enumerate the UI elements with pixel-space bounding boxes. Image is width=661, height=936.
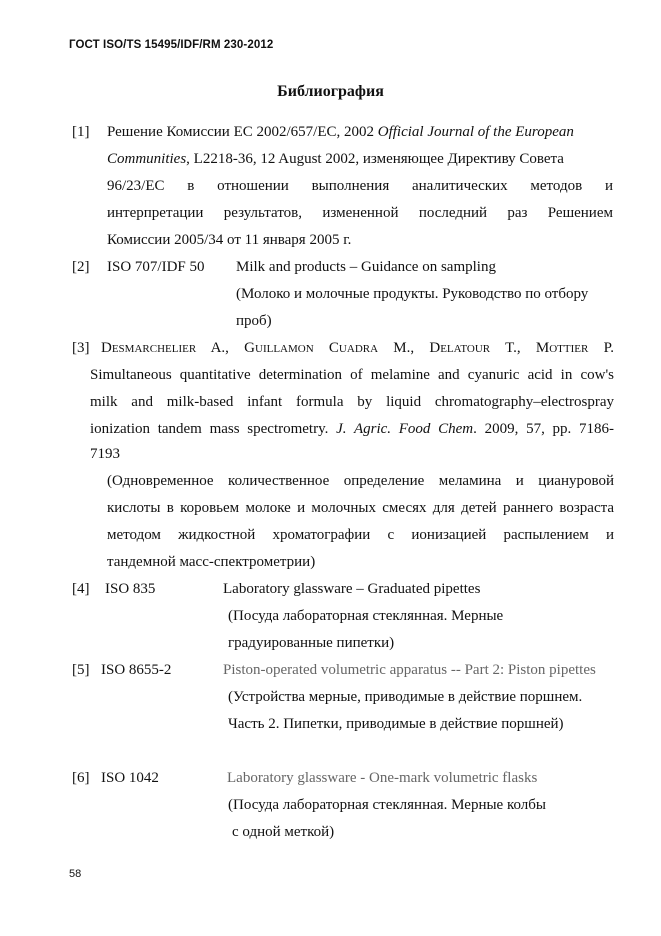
ref-number: [3] xyxy=(72,340,90,356)
ref-line: Решение Комиссии ЕС 2002/657/ЕС, 2002 Official Journal of the European xyxy=(107,124,574,140)
ref-translation: (Посуда лабораторная стеклянная. Мерные xyxy=(228,608,504,624)
ref-number: [5] xyxy=(72,662,90,678)
ref-number: [2] xyxy=(72,259,90,275)
ref-translation: тандемной масс-спектрометрии) xyxy=(107,554,316,570)
ref-line: интерпретации результатов, измененной последний раз Решением xyxy=(107,205,613,221)
ref-title: Laboratory glassware – Graduated pipettes xyxy=(223,581,481,597)
ref-title: Milk and products – Guidance on sampling xyxy=(236,259,496,275)
ref-number: [4] xyxy=(72,581,90,597)
ref-translation: градуированные пипетки) xyxy=(228,635,395,651)
ref-title: Laboratory glassware - One-mark volumetric flasks xyxy=(227,770,538,786)
ref-line: 96/23/EC в отношении выполнения аналитических методов и xyxy=(107,178,613,194)
ref-translation: (Молоко и молочные продукты. Руководство по отбору xyxy=(236,286,589,302)
ref-translation: проб) xyxy=(236,313,272,329)
ref-code: ISO 8655-2 xyxy=(101,662,172,678)
ref-code: ISO 707/IDF 50 xyxy=(107,259,205,275)
ref-translation: кислоты в коровьем молоке и молочных смесях для детей раннего возраста xyxy=(107,500,614,516)
ref-translation: (Устройства мерные, приводимые в действие поршнем. xyxy=(228,689,583,705)
ref-code: ISO 1042 xyxy=(101,770,159,786)
ref-line: ionization tandem mass spectrometry. J. Agric. Food Chem. 2009, 57, pp. 7186- xyxy=(90,421,614,437)
ref-line: Communities, L2218-36, 12 August 2002, изменяющее Директиву Совета xyxy=(107,151,564,167)
ref-title: Piston-operated volumetric apparatus -- Part 2: Piston pipettes xyxy=(223,662,596,678)
ref-translation: (Посуда лабораторная стеклянная. Мерные колбы xyxy=(228,797,546,813)
page-title: Библиография xyxy=(277,83,384,100)
ref-line: Simultaneous quantitative determination of melamine and cyanuric acid in cow's xyxy=(90,367,614,383)
document-header: ГОСТ ISO/TS 15495/IDF/RM 230-2012 xyxy=(69,39,274,51)
ref-line: 7193 xyxy=(90,446,120,462)
ref-line: Комиссии 2005/34 от 11 января 2005 г. xyxy=(107,232,352,248)
ref-translation: с одной меткой) xyxy=(232,824,335,840)
ref-line: milk and milk-based infant formula by liquid chromatography–electrospray xyxy=(90,394,614,410)
ref-translation: Часть 2. Пипетки, приводимые в действие поршней) xyxy=(228,716,564,732)
ref-translation: методом жидкостной хроматографии с ионизацией распылением и xyxy=(107,527,614,543)
ref-authors: Desmarchelier A., Guillamon Cuadra M., Delatour T., Mottier P. xyxy=(101,340,615,356)
ref-translation: (Одновременное количественное определение меламина и циануровой xyxy=(107,473,614,489)
page-number: 58 xyxy=(69,868,82,880)
ref-code: ISO 835 xyxy=(105,581,156,597)
ref-number: [1] xyxy=(72,124,90,140)
ref-number: [6] xyxy=(72,770,90,786)
